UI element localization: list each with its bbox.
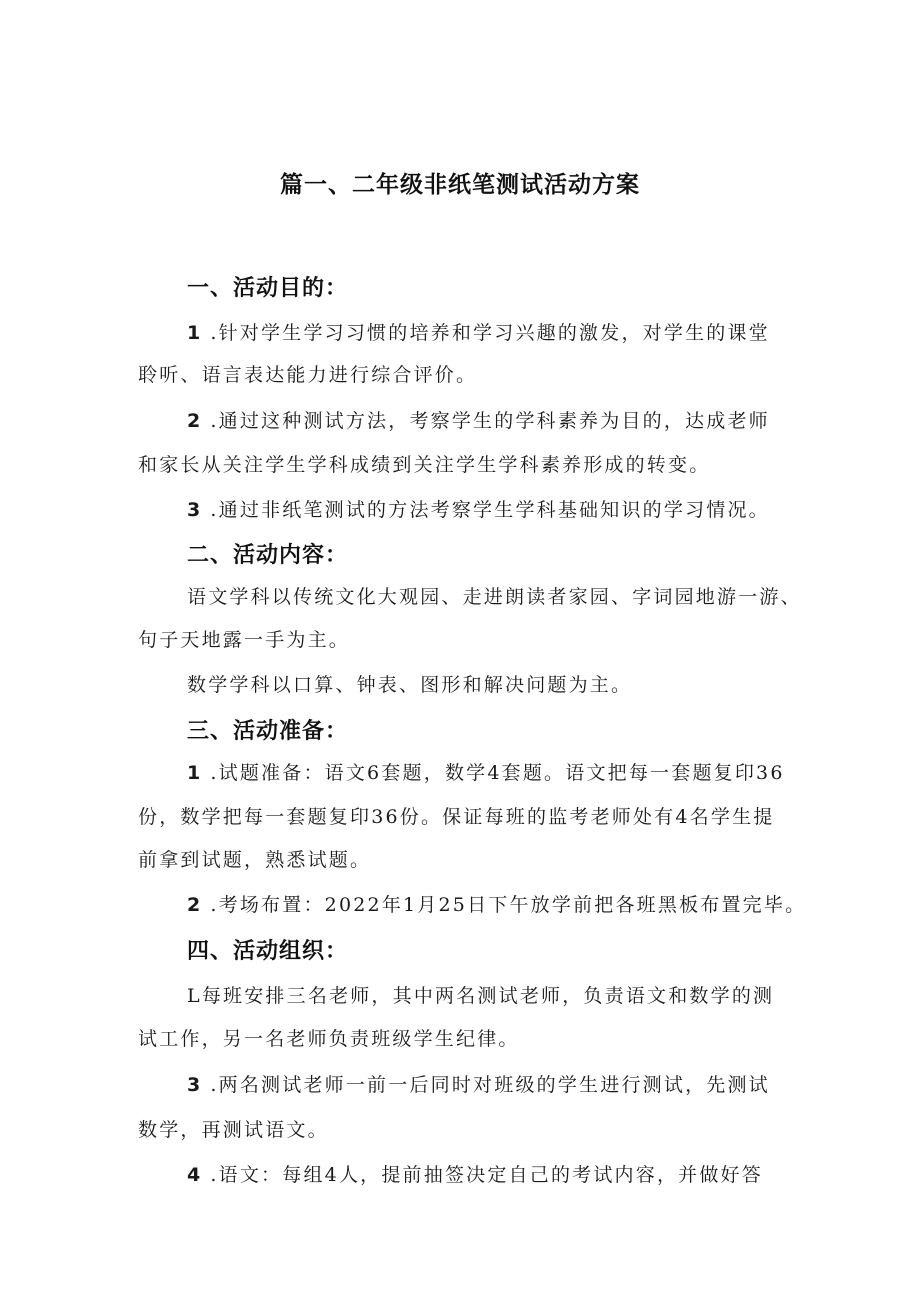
- paragraph-line: [187, 758, 785, 785]
- line-text: .考场布置：2022年1月25日下午放学前把各班黑板布置完毕。: [210, 894, 807, 916]
- paragraph-line: 份，数学把每一套题复印36份。保证每班的监考老师处有4名学生提: [138, 806, 775, 828]
- section-heading-content: 二、活动内容：: [187, 543, 349, 568]
- line-text: .针对学生学习习惯的培养和学习兴趣的激发，对学生的课堂: [210, 322, 770, 344]
- item-number: 3: [187, 1074, 203, 1096]
- paragraph-line: [187, 495, 770, 522]
- paragraph-line: 句子天地露一手为主。: [138, 629, 351, 651]
- paragraph-line: 和家长从关注学生学科成绩到关注学生学科素养形成的转变。: [138, 454, 711, 476]
- item-number: 4: [187, 1164, 203, 1186]
- line-text: .通过非纸笔测试的方法考察学生学科基础知识的学习情况。: [210, 499, 770, 521]
- line-text: .试题准备：语文6套题，数学4套题。语文把每一套题复印36: [210, 762, 785, 784]
- item-number: 2: [187, 894, 203, 916]
- item-number: 1: [187, 322, 203, 344]
- section-heading-preparation: 三、活动准备：: [187, 719, 349, 744]
- paragraph-line: L每班安排三名老师，其中两名测试老师，负责语文和数学的测: [187, 985, 775, 1007]
- section-heading-purpose: 一、活动目的：: [187, 276, 349, 301]
- paragraph-line: [187, 890, 806, 917]
- paragraph-line: [187, 1160, 763, 1187]
- paragraph-line: 数学，再测试语文。: [138, 1119, 329, 1141]
- paragraph-line: 试工作，另一名老师负责班级学生纪律。: [138, 1028, 520, 1050]
- line-text: .两名测试老师一前一后同时对班级的学生进行测试，先测试: [210, 1074, 770, 1096]
- line-text: .通过这种测试方法，考察学生的学科素养为目的，达成老师: [210, 410, 770, 432]
- paragraph-line: [187, 318, 770, 345]
- paragraph-line: 聆听、语言表达能力进行综合评价。: [138, 364, 478, 386]
- paragraph-line: 数学学科以口算、钟表、图形和解决问题为主。: [187, 674, 633, 696]
- section-heading-organization: 四、活动组织：: [187, 939, 349, 964]
- paragraph-line: 前拿到试题，熟悉试题。: [138, 849, 372, 871]
- document-title: 篇一、二年级非纸笔测试活动方案: [280, 172, 640, 198]
- item-number: 3: [187, 499, 203, 521]
- paragraph-line: [187, 1070, 770, 1097]
- line-text: .语文：每组4人，提前抽签决定自己的考试内容，并做好答: [210, 1164, 763, 1186]
- item-number: 1: [187, 762, 203, 784]
- paragraph-line: 语文学科以传统文化大观园、走进朗读者家园、字词园地游一游、: [187, 586, 802, 608]
- paragraph-line: [187, 406, 770, 433]
- item-number: 2: [187, 410, 203, 432]
